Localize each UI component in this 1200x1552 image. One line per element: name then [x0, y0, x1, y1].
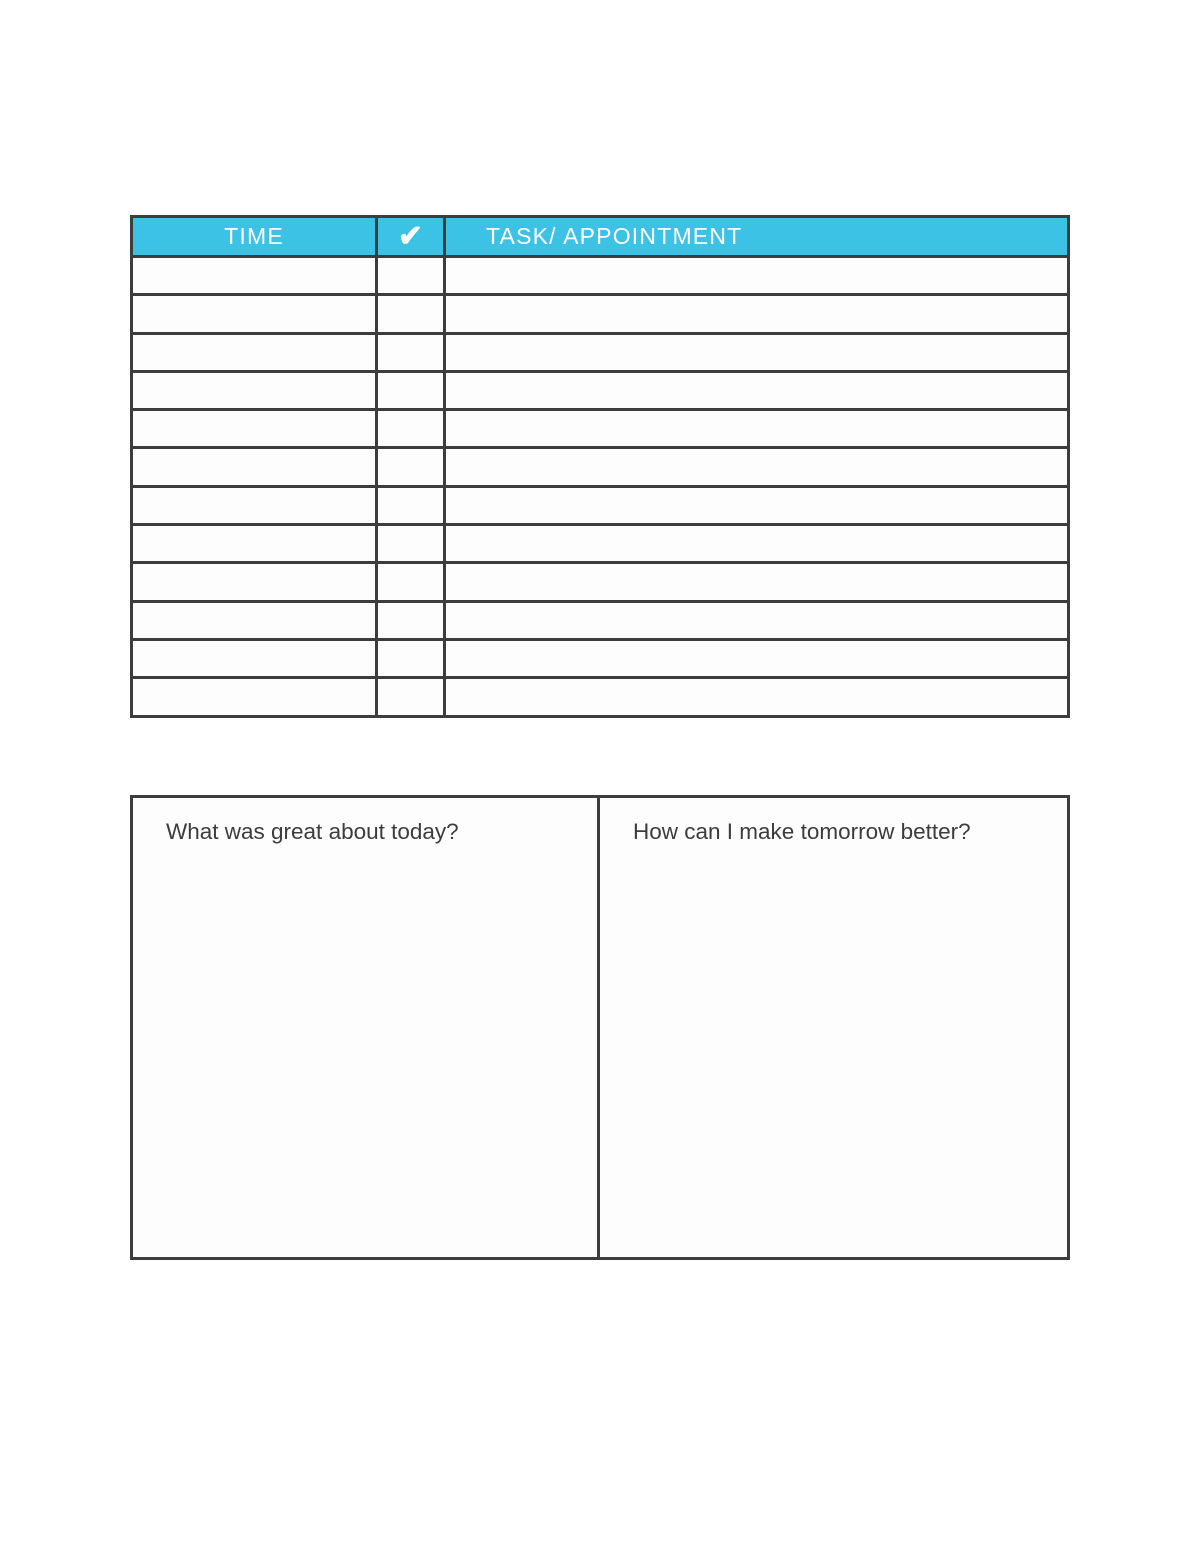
- table-row: [132, 295, 1069, 333]
- check-cell: [377, 257, 445, 295]
- task-cell: [445, 448, 1069, 486]
- task-cell: [445, 601, 1069, 639]
- great-today-prompt: What was great about today?: [166, 819, 459, 844]
- task-cell: [445, 563, 1069, 601]
- task-column-header: TASK/ APPOINTMENT: [445, 217, 1069, 257]
- task-cell: [445, 525, 1069, 563]
- task-cell: [445, 639, 1069, 677]
- time-cell: [132, 295, 377, 333]
- time-cell: [132, 639, 377, 677]
- time-cell: [132, 486, 377, 524]
- reflection-right-panel: [600, 798, 1067, 1257]
- reflection-box: [130, 795, 1070, 1260]
- table-row: [132, 410, 1069, 448]
- check-cell: [377, 295, 445, 333]
- schedule-header-row: [132, 217, 1069, 257]
- schedule-table: [130, 215, 1070, 718]
- reflection-left-panel: [133, 798, 600, 1257]
- table-row: [132, 525, 1069, 563]
- check-cell: [377, 486, 445, 524]
- task-cell: [445, 333, 1069, 371]
- tomorrow-better-prompt: How can I make tomorrow better?: [633, 819, 971, 844]
- time-cell: [132, 257, 377, 295]
- table-row: [132, 333, 1069, 371]
- table-row: [132, 257, 1069, 295]
- time-cell: [132, 410, 377, 448]
- check-cell: [377, 563, 445, 601]
- time-cell: [132, 678, 377, 716]
- check-cell: [377, 448, 445, 486]
- time-cell: [132, 525, 377, 563]
- task-cell: [445, 257, 1069, 295]
- time-cell: [132, 448, 377, 486]
- time-column-header: TIME: [132, 217, 377, 257]
- table-row: [132, 678, 1069, 716]
- check-cell: [377, 333, 445, 371]
- check-cell: [377, 601, 445, 639]
- task-cell: [445, 678, 1069, 716]
- time-cell: [132, 601, 377, 639]
- table-row: [132, 563, 1069, 601]
- schedule-table-body: [132, 257, 1069, 717]
- check-cell: [377, 678, 445, 716]
- time-cell: [132, 333, 377, 371]
- table-row: [132, 639, 1069, 677]
- task-cell: [445, 295, 1069, 333]
- task-cell: [445, 410, 1069, 448]
- check-cell: [377, 639, 445, 677]
- check-cell: [377, 525, 445, 563]
- task-cell: [445, 371, 1069, 409]
- time-cell: [132, 563, 377, 601]
- table-row: [132, 486, 1069, 524]
- check-cell: [377, 410, 445, 448]
- table-row: [132, 448, 1069, 486]
- checkmark-icon: ✔: [377, 217, 445, 257]
- table-row: [132, 371, 1069, 409]
- time-cell: [132, 371, 377, 409]
- task-cell: [445, 486, 1069, 524]
- table-row: [132, 601, 1069, 639]
- check-cell: [377, 371, 445, 409]
